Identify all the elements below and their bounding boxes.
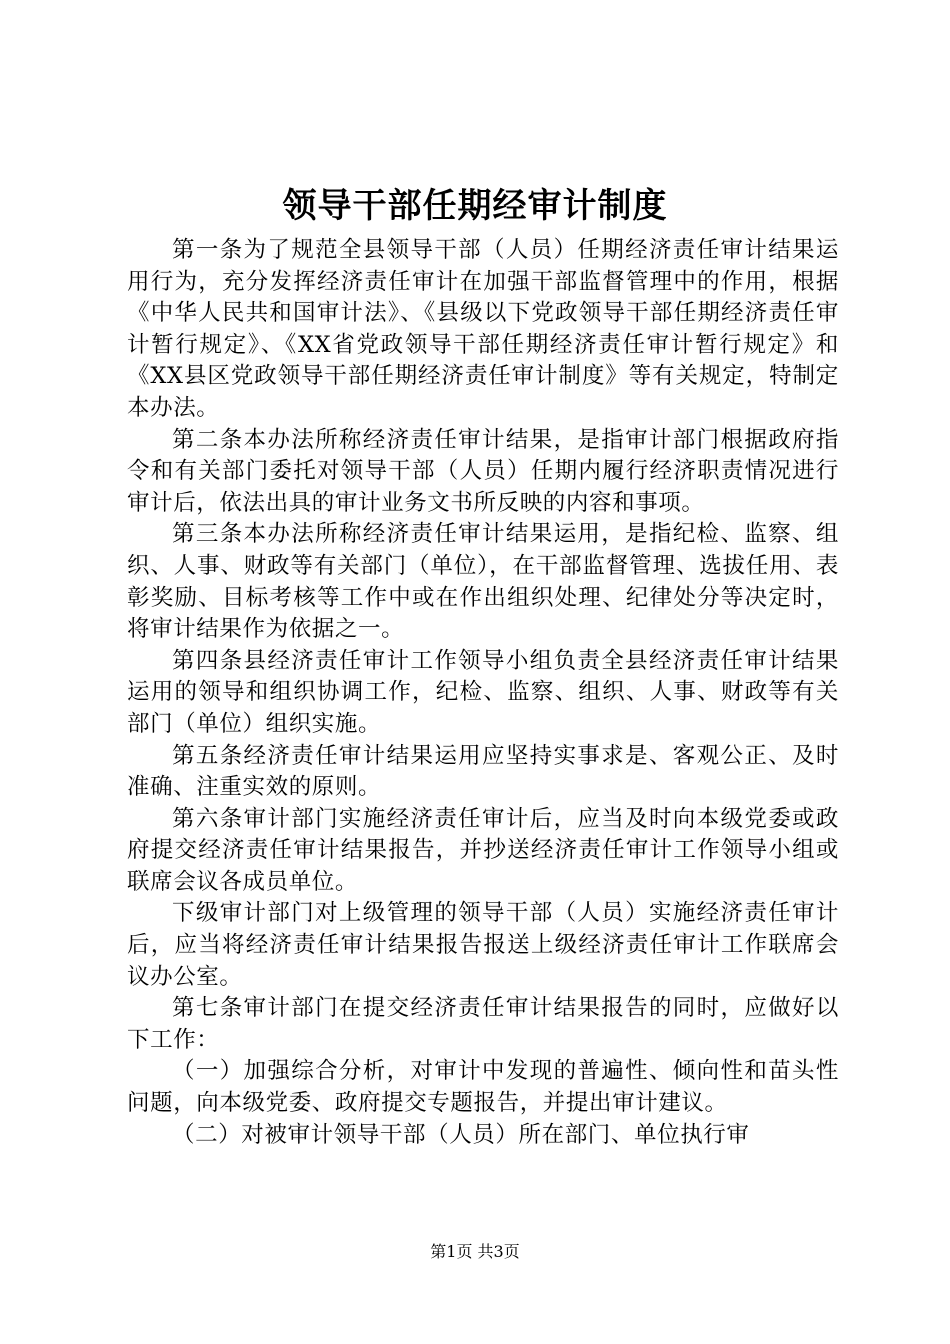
paragraph-article-2: 第二条本办法所称经济责任审计结果，是指审计部门根据政府指令和有关部门委托对领导干部（人员）任期内履行经济职责情况进行审计后，依法出具的审计业务文书所反映的内容和事项。 xyxy=(127,426,839,516)
paragraph-article-5: 第五条经济责任审计结果运用应坚持实事求是、客观公正、及时准确、注重实效的原则。 xyxy=(127,742,839,801)
paragraph-item-1: （一）加强综合分析，对审计中发现的普遍性、倾向性和苗头性问题，向本级党委、政府提交专题报告，并提出审计建议。 xyxy=(127,1058,839,1117)
paragraph-item-2: （二）对被审计领导干部（人员）所在部门、单位执行审 xyxy=(172,1121,750,1148)
paragraph-article-3: 第三条本办法所称经济责任审计结果运用，是指纪检、监察、组织、人事、财政等有关部门（单位），在干部监督管理、选拔任用、表彰奖励、目标考核等工作中或在作出组织处理、纪律处分等决定时，将审计结果作为依据之一。 xyxy=(127,521,839,643)
paragraph-article-7: 第七条审计部门在提交经济责任审计结果报告的同时，应做好以下工作： xyxy=(127,995,839,1053)
page-footer: 第1页 共3页 xyxy=(430,1242,520,1261)
document-body xyxy=(127,235,839,1151)
paragraph-article-4: 第四条县经济责任审计工作领导小组负责全县经济责任审计结果运用的领导和组织协调工作，纪检、监察、组织、人事、财政等有关部门（单位）组织实施。 xyxy=(127,647,839,737)
paragraph-article-6: 第六条审计部门实施经济责任审计后，应当及时向本级党委或政府提交经济责任审计结果报告，并抄送经济责任审计工作领导小组或联席会议各成员单位。 xyxy=(127,805,839,895)
paragraph-article-1: 第一条为了规范全县领导干部（人员）任期经济责任审计结果运用行为，充分发挥经济责任审计在加强干部监督管理中的作用，根据《中华人民共和国审计法》、《县级以下党政领导干部任期经济责任审计暂行规定》、《XX省党政领导干部任期经济责任审计暂行规定》和《XX县区党政领导干部任期经济责任审计制度》等有关规定，特制定本办法。 xyxy=(127,237,839,421)
paragraph-article-6-continued: 下级审计部门对上级管理的领导干部（人员）实施经济责任审计后，应当将经济责任审计结果报告报送上级经济责任审计工作联席会议办公室。 xyxy=(127,900,839,990)
document-title: 领导干部任期经审计制度 xyxy=(282,186,668,226)
